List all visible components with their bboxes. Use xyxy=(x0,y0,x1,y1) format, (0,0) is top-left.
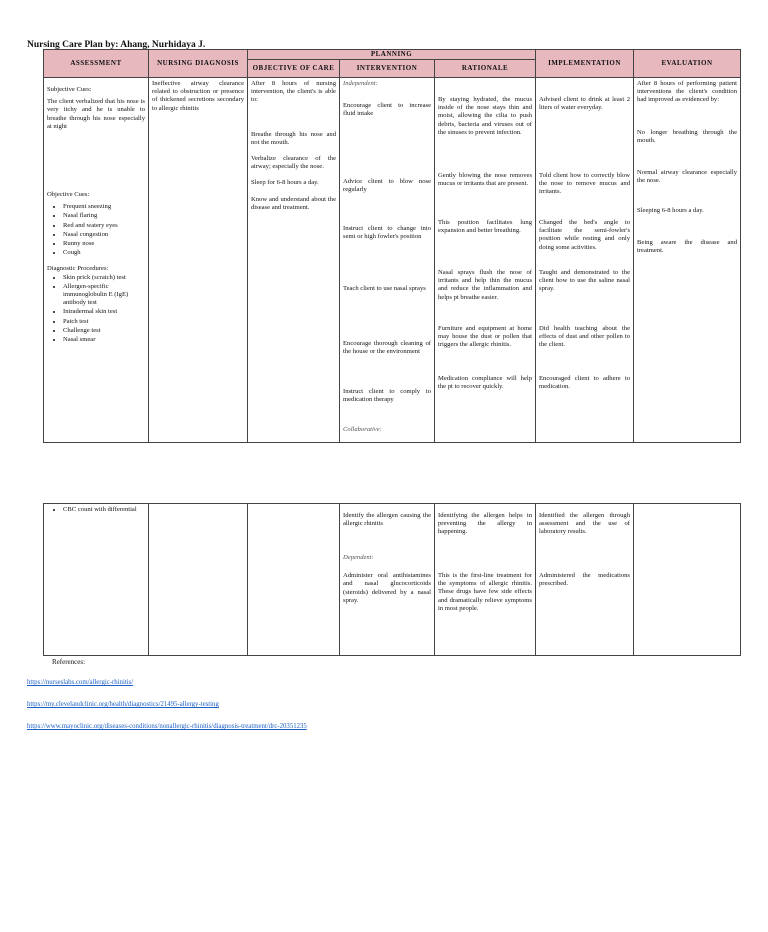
assessment-cell xyxy=(44,78,149,443)
header-intervention: INTERVENTION xyxy=(340,60,435,78)
nursing-diagnosis-cell xyxy=(149,78,248,443)
intervention-cell xyxy=(340,504,435,656)
intervention-item: Advice client to blow nose regularly xyxy=(343,178,431,194)
rationale-item: This is the first-line treatment for the symptoms of allergic rhinitis. These drugs have few side effects and dramatically relieve symptoms in most people. xyxy=(438,572,532,612)
list-item: • Red and watery eyes xyxy=(63,222,145,230)
evaluation-cell xyxy=(634,504,741,656)
rationale-item: Gently blowing the nose removes mucus or irritants that are present. xyxy=(438,172,533,188)
evaluation-item: Normal airway clearance especially the nose. xyxy=(637,168,738,184)
subjective-cues-text: The client verbalized that his nose is very itchy and he is unable to breathe through his nose especially at night xyxy=(47,98,145,130)
reference-link[interactable]: https://www.mayoclinic.org/diseases-conditions/nonallergic-rhinitis/diagnosis-treatment/drc-20351235 xyxy=(27,723,307,730)
rationale-item: Furniture and equipment at home may house the dust or pollen that triggers the allergic rhinitis. xyxy=(438,325,533,349)
nursing-diagnosis-text: Ineffective airway clearance related to obstruction or presence of thickened secretions secondary to allergic rhinitis xyxy=(152,80,244,112)
evaluation-intro: After 8 hours of performing patient interventions the client's condition had improved as evidenced by: xyxy=(637,80,738,104)
rationale-item: Medication compliance will help the pt to recover quickly. xyxy=(438,375,533,391)
rationale-cell xyxy=(435,78,536,443)
document-title: Nursing Care Plan by: Ahang, Nurhidaya J. xyxy=(27,40,206,50)
objective-of-care-cell xyxy=(248,78,340,443)
objective-intro: After 8 hours of nursing intervention, the client's is able to: xyxy=(251,80,336,104)
rationale-item: Nasal sprays flush the nose of irritants and help thin the mucus and reduce the inflammation and helps pt breathe easier. xyxy=(438,269,533,301)
implementation-item: Administered the medications prescribed. xyxy=(539,572,630,588)
list-item: • Intradermal skin test xyxy=(63,308,145,316)
reference-link[interactable]: https://nurseslabs.com/allergic-rhinitis/ xyxy=(27,679,134,686)
header-nursing-diagnosis: NURSING DIAGNOSIS xyxy=(149,50,248,78)
evaluation-item: Sleeping 6-8 hours a day. xyxy=(637,206,704,214)
reference-link[interactable]: https://my.clevelandclinic.org/health/diagnostics/21495-allergy-testing xyxy=(27,701,219,708)
collaborative-label: Collaborative: xyxy=(343,426,382,434)
objective-goal: Verbalize clearance of the airway; especially the nose. xyxy=(251,155,336,171)
implementation-cell xyxy=(536,504,634,656)
list-item: • Frequent sneezing xyxy=(63,203,145,211)
objective-goal: Know and understand about the disease and treatment. xyxy=(251,195,336,211)
nursing-diagnosis-cell xyxy=(149,504,248,656)
list-item: • Patch test xyxy=(63,318,145,326)
rationale-item: By staying hydrated, the mucus inside of the nose stays thin and moist, allowing the cilia to push debris, bacteria and viruses out of the sinuses to prevent infection. xyxy=(438,96,533,136)
list-item: • Skin prick (scratch) test xyxy=(63,274,145,282)
header-implementation: IMPLEMENTATION xyxy=(536,50,634,78)
header-planning: PLANNING xyxy=(248,50,536,60)
list-item: • Nasal flaring xyxy=(63,212,145,220)
evaluation-cell xyxy=(634,78,741,443)
implementation-item: Did health teaching about the effects of dust and other pollen to the client. xyxy=(539,325,631,349)
objective-cues-label: Objective Cues: xyxy=(47,191,90,199)
rationale-item: This position facilitates lung expansion and better breathing. xyxy=(438,219,533,235)
implementation-item: Identified the allergen through assessment and the use of laboratory results. xyxy=(539,512,630,536)
care-plan-table-continued xyxy=(43,503,741,656)
care-plan-table xyxy=(43,49,741,443)
list-item: • CBC count with differential xyxy=(63,506,145,514)
intervention-item: Encourage thorough cleaning of the house or the environment xyxy=(343,340,431,356)
intervention-item: Administer oral antihistamines and nasal glucocorticoids (steroids) delivered by a nasal spray. xyxy=(343,572,431,604)
objective-goal: Sleep for 6-8 hours a day. xyxy=(251,179,319,187)
list-item: • Allergen-specific immunoglobulin E (IgE) antibody test xyxy=(63,283,145,308)
rationale-item: Identifying the allergen helps in preventing the allergy in happening. xyxy=(438,512,532,536)
intervention-item: Instruct client to change into semi or high fowler's position xyxy=(343,225,431,241)
list-item: • Nasal smear xyxy=(63,336,145,344)
dependent-label: Dependent: xyxy=(343,554,374,561)
header-assessment: ASSESSMENT xyxy=(44,50,149,78)
objective-goal: Breathe through his nose and not the mouth. xyxy=(251,130,336,146)
independent-label: Independent: xyxy=(343,80,378,87)
evaluation-item: No longer breathing through the mouth. xyxy=(637,128,738,144)
objective-cues-list xyxy=(47,203,145,257)
diagnostic-procedures-label: Diagnostic Procedures: xyxy=(47,265,109,273)
intervention-item: Identify the allergen causing the allergic rhinitis xyxy=(343,512,431,528)
header-evaluation: EVALUATION xyxy=(634,50,741,78)
intervention-item: Instruct client to comply to medication therapy xyxy=(343,388,431,404)
rationale-cell xyxy=(435,504,536,656)
implementation-item: Taught and demonstrated to the client how to use the saline nasal spray. xyxy=(539,269,631,293)
assessment-cell xyxy=(44,504,149,656)
list-item: • Challenge test xyxy=(63,327,145,335)
objective-of-care-cell xyxy=(248,504,340,656)
intervention-item: Teach client to use nasal sprays xyxy=(343,285,426,293)
evaluation-item: Being aware the disease and treatment. xyxy=(637,238,738,254)
header-objective-of-care: OBJECTIVE OF CARE xyxy=(248,60,340,78)
implementation-cell xyxy=(536,78,634,443)
references-title: References: xyxy=(52,658,86,666)
intervention-cell xyxy=(340,78,435,443)
subjective-cues-label: Subjective Cues: xyxy=(47,86,92,93)
list-item: • Runny nose xyxy=(63,240,145,248)
list-item: • Nasal congestion xyxy=(63,231,145,239)
diagnostic-procedures-list xyxy=(47,506,145,514)
intervention-item: Encourage client to increase fluid intake xyxy=(343,102,431,118)
list-item: • Cough xyxy=(63,249,145,257)
implementation-item: Encouraged client to adhere to medication. xyxy=(539,375,631,391)
implementation-item: Changed the bed's angle to facilitate the semi-fowler's position while resting and only doing some activities. xyxy=(539,219,631,251)
header-rationale: RATIONALE xyxy=(435,60,536,78)
implementation-item: Advised client to drink at least 2 liters of water everyday. xyxy=(539,96,631,112)
diagnostic-procedures-list xyxy=(47,274,145,345)
implementation-item: Told client how to correctly blow the nose to remove mucus and irritants. xyxy=(539,172,631,196)
